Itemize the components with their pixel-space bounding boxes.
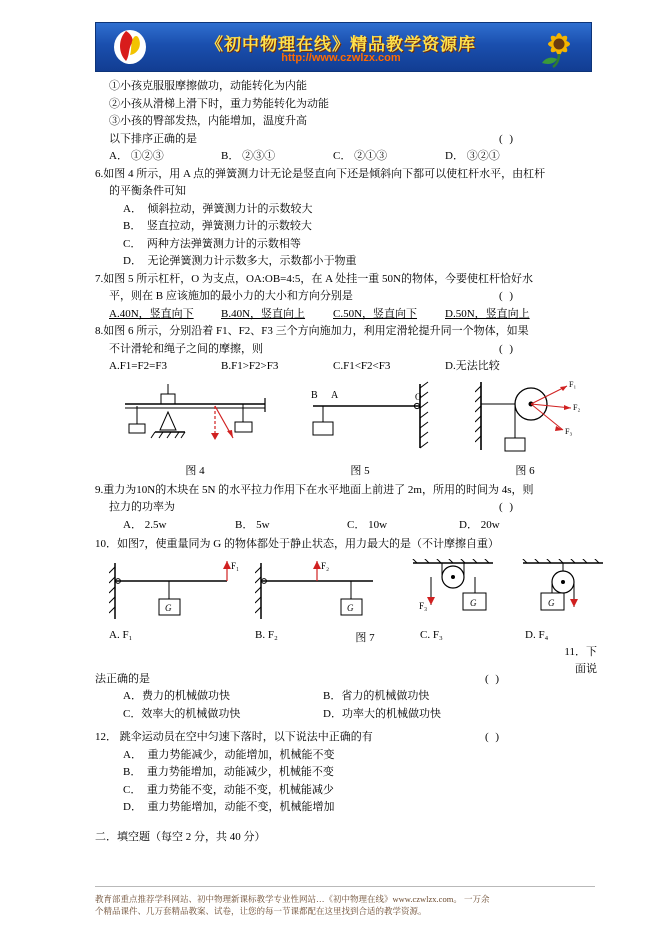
q6-option-a: A． 倾斜拉动，弹簧测力计的示数较大 bbox=[123, 202, 313, 215]
svg-text:F₃: F₃ bbox=[565, 426, 573, 436]
q5-option-b: B． ②③① bbox=[221, 150, 276, 162]
q9-option-a: A． 2.5w bbox=[123, 518, 167, 531]
q11-option-b: B．省力的机械做功快 bbox=[323, 690, 430, 702]
q5-options bbox=[95, 148, 595, 166]
q8-option-a: A.F1=F2=F3 bbox=[109, 360, 167, 372]
figure-7d-diagram bbox=[515, 559, 625, 631]
section-2-heading: 二．填空题（每空 2 分，共 40 分） bbox=[95, 830, 266, 843]
q11-options-row1 bbox=[95, 688, 595, 706]
q9-option-c: C． 10w bbox=[347, 518, 388, 531]
figure-7b-diagram bbox=[255, 559, 395, 631]
footer-line-2: 个精品课件、几万套精品教案、试卷，让您的每一节课都配在这里找到合适的教学资源。 bbox=[95, 906, 427, 916]
figure-6-diagram bbox=[475, 378, 615, 460]
q8-text-line2: 不计滑轮和绳子之间的摩擦，则 bbox=[109, 342, 263, 355]
q12-option-a: A． 重力势能减少，动能增加，机械能不变 bbox=[123, 748, 335, 761]
q9-options bbox=[95, 517, 595, 535]
q9-text-line2-row bbox=[95, 499, 595, 517]
q8-options bbox=[95, 358, 595, 376]
banner-title: 《初中物理在线》精品教学资源库 bbox=[206, 35, 476, 54]
figure-7a-diagram bbox=[109, 559, 249, 631]
q9-option-b: B． 5w bbox=[235, 518, 270, 531]
q11-lead2: 面说 bbox=[575, 662, 597, 675]
q11-option-d: D．功率大的机械做功快 bbox=[323, 707, 441, 720]
footer-divider bbox=[95, 886, 595, 887]
q8-text-line1: 8.如图 6 所示，分别沿着 F1、F2、F3 三个方向施加力，利用定滑轮提升同一个物体，如果 bbox=[95, 325, 529, 337]
q11-option-c: C．效率大的机械做功快 bbox=[123, 707, 241, 720]
figure-group-7 bbox=[95, 557, 597, 675]
q11-text: 法正确的是 bbox=[95, 672, 150, 685]
q12-answer-paren: ( ) bbox=[485, 731, 502, 743]
q8-text-line2-row bbox=[95, 341, 595, 359]
svg-text:A: A bbox=[331, 389, 339, 401]
q5-item-2: ②小孩从滑梯上滑下时，重力势能转化为动能 bbox=[109, 97, 329, 110]
q6-option-b: B． 竖直拉动，弹簧测力计的示数较大 bbox=[123, 220, 312, 232]
figure-6-caption: 图 6 bbox=[515, 464, 535, 477]
q8-option-d: D.无法比较 bbox=[445, 360, 500, 372]
q5-option-c: C． ②①③ bbox=[333, 150, 388, 162]
q9-option-d: D． 20w bbox=[459, 518, 500, 531]
q11-lead: 11．下 bbox=[564, 645, 597, 658]
q10-text: 10．如图7，使重量同为 G 的物体都处于静止状态，用力最大的是（不计摩擦自重） bbox=[95, 538, 499, 550]
sunflower-icon bbox=[529, 26, 585, 68]
q12-option-c: C． 重力势能不变，动能不变，机械能减少 bbox=[123, 783, 334, 796]
q5-option-a: A． ①②③ bbox=[109, 150, 164, 162]
q7-answer-paren: ( ) bbox=[499, 290, 516, 302]
q5-prompt: 以下排序正确的是 bbox=[109, 132, 197, 145]
q6-option-d: D． 无论弹簧测力计示数多大，示数都小于物重 bbox=[123, 255, 357, 267]
figure-4-diagram bbox=[115, 378, 285, 460]
q5-answer-paren: ( ) bbox=[499, 132, 516, 145]
q8-answer-paren: ( ) bbox=[499, 342, 516, 355]
q7-text-line2: 平，则在 B 应该施加的最小力的大小和方向分别是 bbox=[109, 290, 353, 302]
q9-text-line1: 9.重力为10N的木块在 5N 的水平拉力作用下在水平地面上前进了 2m，所用的时间为 4s，则 bbox=[95, 483, 534, 496]
banner-url[interactable]: http://www.czwlzx.com bbox=[281, 52, 401, 64]
site-banner bbox=[95, 22, 592, 72]
q12-text: 12． 跳伞运动员在空中匀速下落时，以下说法中正确的有 bbox=[95, 731, 373, 743]
figure-7c-diagram bbox=[405, 559, 515, 631]
q7-option-c: C.50N，竖直向下 bbox=[333, 307, 418, 320]
figure-7-option-c: C. F₃ bbox=[420, 628, 443, 641]
q8-option-b: B.F1>F2>F3 bbox=[221, 360, 279, 372]
q11-answer-paren: ( ) bbox=[485, 672, 502, 685]
q6-text-line1: 6.如图 4 所示，用 A 点的弹簧测力计无论是竖直向下还是倾斜向下都可以使杠杆水平，由杠杆 bbox=[95, 167, 546, 180]
q12-text-row bbox=[95, 729, 595, 747]
q12-option-b: B． 重力势能增加，动能减少，机械能不变 bbox=[123, 766, 334, 778]
svg-text:O: O bbox=[415, 391, 422, 402]
footer-line-1: 教育部重点推荐学科网站、初中物理新课标教学专业性网站…《初中物理在线》www.czwlzx.com。 一万余 bbox=[95, 894, 490, 904]
q7-option-b: B.40N，竖直向上 bbox=[221, 307, 306, 320]
svg-text:G: G bbox=[470, 597, 477, 608]
q5-item-1: ①小孩克服服摩擦做功，动能转化为内能 bbox=[109, 80, 307, 92]
figure-7-option-b: B. F₂ bbox=[255, 628, 278, 641]
q6-option-c: C． 两种方法弹簧测力计的示数相等 bbox=[123, 237, 301, 250]
figure-7-option-d: D. F₄ bbox=[525, 628, 549, 641]
q11-options-row2 bbox=[95, 706, 595, 724]
svg-text:F₃: F₃ bbox=[419, 600, 428, 611]
q12-option-d: D． 重力势能增加，动能不变，机械能增加 bbox=[123, 801, 335, 813]
q9-text-line2: 拉力的功率为 bbox=[109, 501, 175, 513]
figure-7-option-a: A. F₁ bbox=[109, 628, 133, 641]
q11-option-a: A．费力的机械做功快 bbox=[123, 690, 230, 702]
q5-item-3: ③小孩的臀部发热，内能增加，温度升高 bbox=[109, 115, 307, 127]
svg-text:F₁: F₁ bbox=[569, 379, 577, 389]
q8-option-c: C.F1<F2<F3 bbox=[333, 360, 391, 372]
svg-text:F₁: F₁ bbox=[231, 560, 240, 571]
q7-options bbox=[95, 306, 595, 324]
flame-logo-icon bbox=[104, 27, 166, 67]
q7-text-line2-row bbox=[95, 288, 595, 306]
svg-text:B: B bbox=[311, 389, 318, 401]
q5-prompt-row bbox=[95, 131, 595, 149]
page-footer bbox=[95, 893, 595, 917]
exam-content bbox=[95, 78, 595, 846]
figure-5-diagram bbox=[295, 378, 445, 460]
q7-option-a: A.40N，竖直向下 bbox=[109, 307, 194, 320]
figure-4-caption: 图 4 bbox=[185, 464, 205, 477]
q11-text-row bbox=[95, 671, 595, 689]
q7-option-d: D.50N，竖直向上 bbox=[445, 307, 530, 320]
figure-group-4-5-6 bbox=[95, 378, 595, 478]
svg-text:G: G bbox=[347, 602, 354, 613]
svg-text:F₂: F₂ bbox=[321, 560, 330, 571]
q9-answer-paren: ( ) bbox=[499, 501, 516, 513]
figure-5-caption: 图 5 bbox=[350, 464, 370, 477]
figure-7-caption: 图 7 bbox=[355, 631, 375, 644]
q7-text-line1: 7.如图 5 所示杠杆，O 为支点，OA:OB=4:5，在 A 处挂一重 50N的物体，今要使杠杆恰好水 bbox=[95, 272, 533, 285]
svg-text:G: G bbox=[165, 602, 172, 613]
svg-text:F₂: F₂ bbox=[573, 402, 581, 412]
q5-option-d: D． ③②① bbox=[445, 150, 500, 162]
svg-text:G: G bbox=[548, 597, 555, 608]
q6-text-line2: 的平衡条件可知 bbox=[109, 185, 186, 197]
